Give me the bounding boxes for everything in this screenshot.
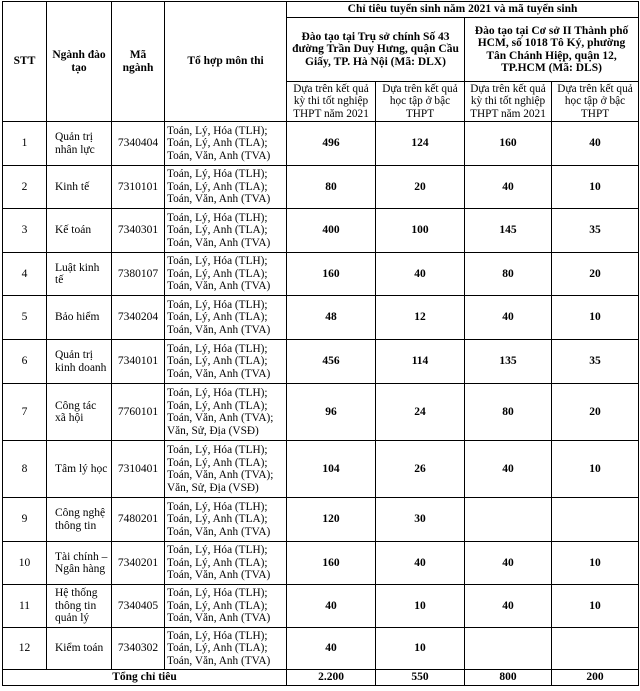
row-hn-hoc-tap: 10 [376,628,465,670]
row-hn-thpt: 40 [287,585,376,628]
table-row [3,585,639,628]
row-hn-hoc-tap: 100 [376,209,465,253]
row-to-hop [165,296,287,340]
row-ma-nganh: 7340204 [112,296,165,340]
combo-line: Toán, Lý, Anh (TLA); [167,399,268,412]
row-ma-nganh: 7380107 [112,253,165,296]
row-hn-hoc-tap: 40 [376,542,465,585]
combo-line: Toán, Lý, Anh (TLA); [167,599,268,612]
row-hcm-hoc-tap: 10 [552,585,639,628]
combo-line: Toán, Lý, Hóa (TLH); [167,168,268,181]
combo-line: Toán, Lý, Anh (TLA); [167,556,268,569]
row-ma-nganh: 7340405 [112,585,165,628]
combo-line: Toán, Lý, Hóa (TLH); [167,124,268,137]
row-hcm-thpt: 135 [465,340,552,384]
row-to-hop [165,253,287,296]
combo-line: Toán, Lý, Hóa (TLH); [167,629,268,642]
combo-line: Toán, Lý, Hóa (TLH); [167,500,268,513]
combo-line: Toán, Lý, Anh (TLA); [167,180,268,193]
header-to-hop: Tổ hợp môn thi [165,2,287,122]
row-to-hop [165,384,287,441]
combo-line: Toán, Văn, Anh (TVA) [167,280,271,293]
row-hn-hoc-tap: 40 [376,253,465,296]
row-hn-thpt: 40 [287,628,376,670]
row-to-hop [165,585,287,628]
combo-line: Toán, Lý, Hóa (TLH); [167,255,268,268]
row-stt: 2 [3,166,47,209]
row-to-hop [165,628,287,670]
combo-line: Toán, Lý, Hóa (TLH); [167,211,268,224]
row-stt: 11 [3,585,47,628]
row-ma-nganh: 7340101 [112,340,165,384]
combo-line: Toán, Lý, Anh (TLA); [167,456,268,469]
row-hn-hoc-tap: 114 [376,340,465,384]
row-hcm-hoc-tap: 20 [552,253,639,296]
row-nganh: Công tác xã hội [47,384,112,441]
header-campus-hcm: Đào tạo tại Cơ sở II Thành phố HCM, số 1018 Tô Ký, phường Tân Chánh Hiệp, quận 12, TP.HCM (Mã: DLS) [465,18,639,82]
combo-line: Toán, Lý, Anh (TLA); [167,267,268,280]
row-hcm-hoc-tap: 10 [552,166,639,209]
row-nganh: Kế toán [47,209,112,253]
row-ma-nganh: 7340201 [112,542,165,585]
row-ma-nganh: 7340301 [112,209,165,253]
row-hn-thpt: 160 [287,542,376,585]
row-hn-thpt: 104 [287,441,376,498]
row-hn-hoc-tap: 26 [376,441,465,498]
row-nganh: Quản trị nhân lực [47,122,112,166]
combo-line: Toán, Văn, Anh (TVA); [167,469,274,481]
header-nganh: Ngành đào tạo [47,2,112,122]
row-hcm-thpt: 40 [465,585,552,628]
combo-line: Toán, Văn, Anh (TVA) [167,569,271,582]
row-stt: 7 [3,384,47,441]
row-hcm-hoc-tap [552,628,639,670]
row-stt: 6 [3,340,47,384]
row-hn-hoc-tap: 10 [376,585,465,628]
row-hcm-hoc-tap: 40 [552,122,639,166]
row-stt: 12 [3,628,47,670]
row-nganh: Hệ thống thông tin quản lý [47,585,112,628]
row-stt: 10 [3,542,47,585]
combo-line: Toán, Lý, Hóa (TLH); [167,444,268,456]
total-hn-thpt: 2.200 [287,670,376,686]
table-row [3,384,639,441]
table-row [3,122,639,166]
combo-line: Văn, Sử, Địa (VSĐ) [167,424,259,437]
header-hn-hoc-tap: Dựa trên kết quả học tập ở bậc THPT [376,82,465,122]
row-hn-hoc-tap: 30 [376,498,465,542]
row-ma-nganh: 7310101 [112,166,165,209]
header-stt: STT [3,2,47,122]
row-hn-thpt: 456 [287,340,376,384]
combo-line: Văn, Sử, Địa (VSĐ) [167,481,259,494]
combo-line: Toán, Lý, Anh (TLA); [167,311,268,324]
row-nganh: Tâm lý học [47,441,112,498]
table-row [3,296,639,340]
row-to-hop [165,340,287,384]
combo-line: Toán, Văn, Anh (TVA) [167,323,271,336]
row-to-hop [165,441,287,498]
row-hcm-thpt: 40 [465,542,552,585]
row-hcm-thpt [465,498,552,542]
combo-line: Toán, Lý, Hóa (TLH); [167,587,268,600]
header-ma-nganh: Mã ngành [112,2,165,122]
combo-line: Toán, Văn, Anh (TVA) [167,612,271,625]
row-ma-nganh: 7340302 [112,628,165,670]
table-row [3,498,639,542]
table-row [3,166,639,209]
row-stt: 3 [3,209,47,253]
row-hn-thpt: 120 [287,498,376,542]
row-hcm-hoc-tap: 10 [552,296,639,340]
row-hcm-hoc-tap: 10 [552,441,639,498]
row-stt: 8 [3,441,47,498]
combo-line: Toán, Văn, Anh (TVA) [167,654,271,667]
total-hcm-thpt: 800 [465,670,552,686]
row-hcm-thpt: 40 [465,166,552,209]
row-hcm-hoc-tap: 35 [552,209,639,253]
row-hcm-thpt: 80 [465,253,552,296]
table-row [3,542,639,585]
row-hn-hoc-tap: 20 [376,166,465,209]
row-nganh: Kiểm toán [47,628,112,670]
combo-line: Toán, Văn, Anh (TVA) [167,367,271,380]
header-hcm-hoc-tap: Dựa trên kết quả học tập ở bậc THPT [552,82,639,122]
row-nganh: Quản trị kinh doanh [47,340,112,384]
row-stt: 5 [3,296,47,340]
combo-line: Toán, Lý, Anh (TLA); [167,137,268,150]
table-row [3,209,639,253]
table-row [3,441,639,498]
row-hn-thpt: 400 [287,209,376,253]
row-nganh: Tài chính – Ngân hàng [47,542,112,585]
row-hn-thpt: 160 [287,253,376,296]
total-hn-hoc-tap: 550 [376,670,465,686]
row-hcm-thpt: 145 [465,209,552,253]
row-hn-hoc-tap: 24 [376,384,465,441]
row-to-hop [165,498,287,542]
combo-line: Toán, Văn, Anh (TVA) [167,149,271,162]
combo-line: Toán, Lý, Hóa (TLH); [167,387,268,399]
combo-line: Toán, Văn, Anh (TVA); [167,412,274,424]
total-label: Tổng chỉ tiêu [3,670,287,686]
row-stt: 9 [3,498,47,542]
row-stt: 4 [3,253,47,296]
total-hcm-hoc-tap: 200 [552,670,639,686]
row-ma-nganh: 7340404 [112,122,165,166]
row-hn-thpt: 48 [287,296,376,340]
row-hcm-thpt: 40 [465,441,552,498]
combo-line: Toán, Văn, Anh (TVA) [167,525,271,538]
row-hn-thpt: 80 [287,166,376,209]
combo-line: Toán, Lý, Anh (TLA); [167,642,268,655]
row-hcm-hoc-tap: 20 [552,384,639,441]
header-hcm-thpt: Dựa trên kết quả kỳ thi tốt nghiệp THPT năm 2021 [465,82,552,122]
row-to-hop [165,209,287,253]
row-hn-hoc-tap: 12 [376,296,465,340]
row-nganh: Luật kinh tế [47,253,112,296]
row-hn-thpt: 496 [287,122,376,166]
row-nganh: Bảo hiểm [47,296,112,340]
row-nganh: Kinh tế [47,166,112,209]
row-ma-nganh: 7480201 [112,498,165,542]
row-hcm-thpt: 40 [465,296,552,340]
row-hcm-hoc-tap: 10 [552,542,639,585]
admission-quota-table [2,1,639,686]
combo-line: Toán, Văn, Anh (TVA) [167,193,271,206]
combo-line: Toán, Lý, Hóa (TLH); [167,544,268,557]
row-hn-hoc-tap: 124 [376,122,465,166]
row-stt: 1 [3,122,47,166]
combo-line: Toán, Lý, Hóa (TLH); [167,342,268,355]
row-to-hop [165,542,287,585]
header-chi-tieu: Chỉ tiêu tuyển sinh năm 2021 và mã tuyển sinh [287,2,639,18]
row-hcm-thpt: 160 [465,122,552,166]
combo-line: Toán, Lý, Anh (TLA); [167,224,268,237]
row-hcm-thpt: 80 [465,384,552,441]
combo-line: Toán, Lý, Hóa (TLH); [167,298,268,311]
row-nganh: Công nghệ thông tin [47,498,112,542]
row-hn-thpt: 96 [287,384,376,441]
table-row [3,253,639,296]
row-ma-nganh: 7310401 [112,441,165,498]
row-hcm-hoc-tap [552,498,639,542]
total-row [3,670,639,686]
row-to-hop [165,122,287,166]
row-hcm-hoc-tap: 35 [552,340,639,384]
header-campus-hn: Đào tạo tại Trụ sở chính Số 43 đường Trần Duy Hưng, quận Cầu Giấy, TP. Hà Nội (Mã: DLX) [287,18,465,82]
row-ma-nganh: 7760101 [112,384,165,441]
table-row [3,340,639,384]
combo-line: Toán, Văn, Anh (TVA) [167,236,271,249]
row-hcm-thpt [465,628,552,670]
row-to-hop [165,166,287,209]
header-hn-thpt: Dựa trên kết quả kỳ thi tốt nghiệp THPT năm 2021 [287,82,376,122]
combo-line: Toán, Lý, Anh (TLA); [167,513,268,526]
combo-line: Toán, Lý, Anh (TLA); [167,355,268,368]
table-row [3,628,639,670]
